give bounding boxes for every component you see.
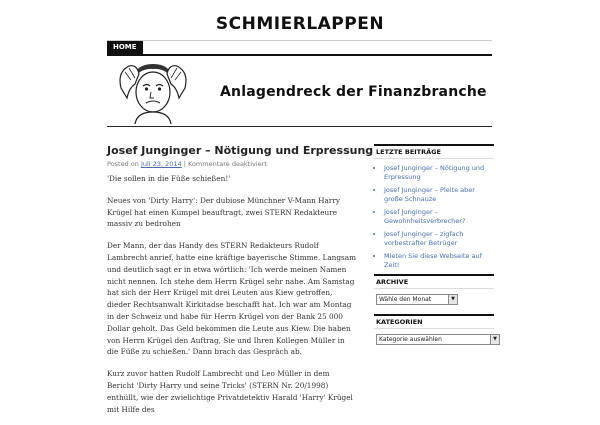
post-content (107, 173, 357, 425)
post-meta-prefix: Posted on (107, 160, 139, 168)
archive-title: ARCHIVE (374, 274, 494, 289)
categories-select[interactable] (376, 334, 500, 345)
recent-post-link[interactable]: • Josef Junginger – Gewohnheitsverbrecher? (384, 208, 494, 226)
post-date-link[interactable]: Juli 23, 2014 (140, 160, 182, 168)
recent-post-link[interactable]: • Josef Junginger – Pleite aber große Schnauze (384, 186, 494, 204)
recent-post-link[interactable]: • Josef Junginger – zigfach vorbestrafter Betrüger (384, 230, 494, 248)
post-paragraph: Neues von 'Dirty Harry': Der dubiose Münchner V-Mann Harry Krügel hat einen Kumpel beauftragt, zwei STERN Redakteure massiv zu bedrohen (107, 195, 340, 229)
nav-item-home[interactable]: HOME (107, 41, 143, 54)
site-title[interactable]: SCHMIERLAPPEN (215, 14, 385, 34)
categories-title: KATEGORIEN (374, 314, 494, 329)
post-paragraph: Kurz zuvor hatten Rudolf Lambrecht und Leo Müller in dem Bericht 'Dirty Harry und seine Tricks' (STERN Nr. 20/1998) enthüllt, wie der zwielichtige Privatdetektiv Harald 'Harry' Krügel mit Hilfe des (107, 369, 353, 414)
stressed-face-illustration (113, 58, 193, 124)
main-nav (107, 41, 492, 56)
banner-tagline: Anlagendreck der Finanzbranche (220, 84, 487, 100)
archive-select[interactable] (376, 294, 458, 305)
recent-post-link[interactable]: • Josef Junginger – Nötigung und Erpressung (384, 164, 494, 182)
post-comments-status: Kommentare deaktiviert (188, 160, 267, 168)
post-title[interactable]: Josef Junginger – Nötigung und Erpressung (107, 144, 374, 157)
archive-select-value: Wähle den Monat (379, 296, 432, 303)
chevron-down-icon: ▼ (490, 335, 499, 344)
categories-select-value: Kategorie auswählen (379, 336, 442, 343)
post-meta-separator: | (183, 160, 186, 168)
header-banner[interactable] (107, 56, 492, 127)
chevron-down-icon: ▼ (448, 295, 457, 304)
recent-post-link[interactable]: • Mieten Sie diese Webseite auf Zeit! (384, 252, 494, 270)
recent-posts-title: LETZTE BEITRÄGE (374, 144, 494, 159)
post-paragraph: Der Mann, der das Handy des STERN Redakteurs Rudolf Lambrecht anrief, hatte eine kräftige bayerische Stimme. Langsam und deutlich sagt er in etwa wörtlich: 'Ich werde meinen Namen nicht nennen. Ich stehe dem Herrn Krügel sehr nahe. Am Samstag hat sich der Herr Krügel mit drei Leuten aus Kiew getroffen, dieder Rechtsanwalt Kirkitadse beschafft hat. Ich war am Montag in der Schweiz und habe für Herrn Krügel von der Bank 25 000 Dollar geholt. Das Geld bekommen die Leute aus Kiew. Die haben von Herrn Krügel den Auftrag, Sie und Ihren Kollegen Müller in die Füße zu schießen.' Dann brach das Gespräch ab. (107, 241, 357, 357)
post-meta (107, 160, 267, 168)
post-paragraph: 'Die sollen in die Füße schießen!' (107, 174, 231, 183)
sidebar (374, 144, 497, 354)
recent-posts-list (374, 164, 494, 270)
